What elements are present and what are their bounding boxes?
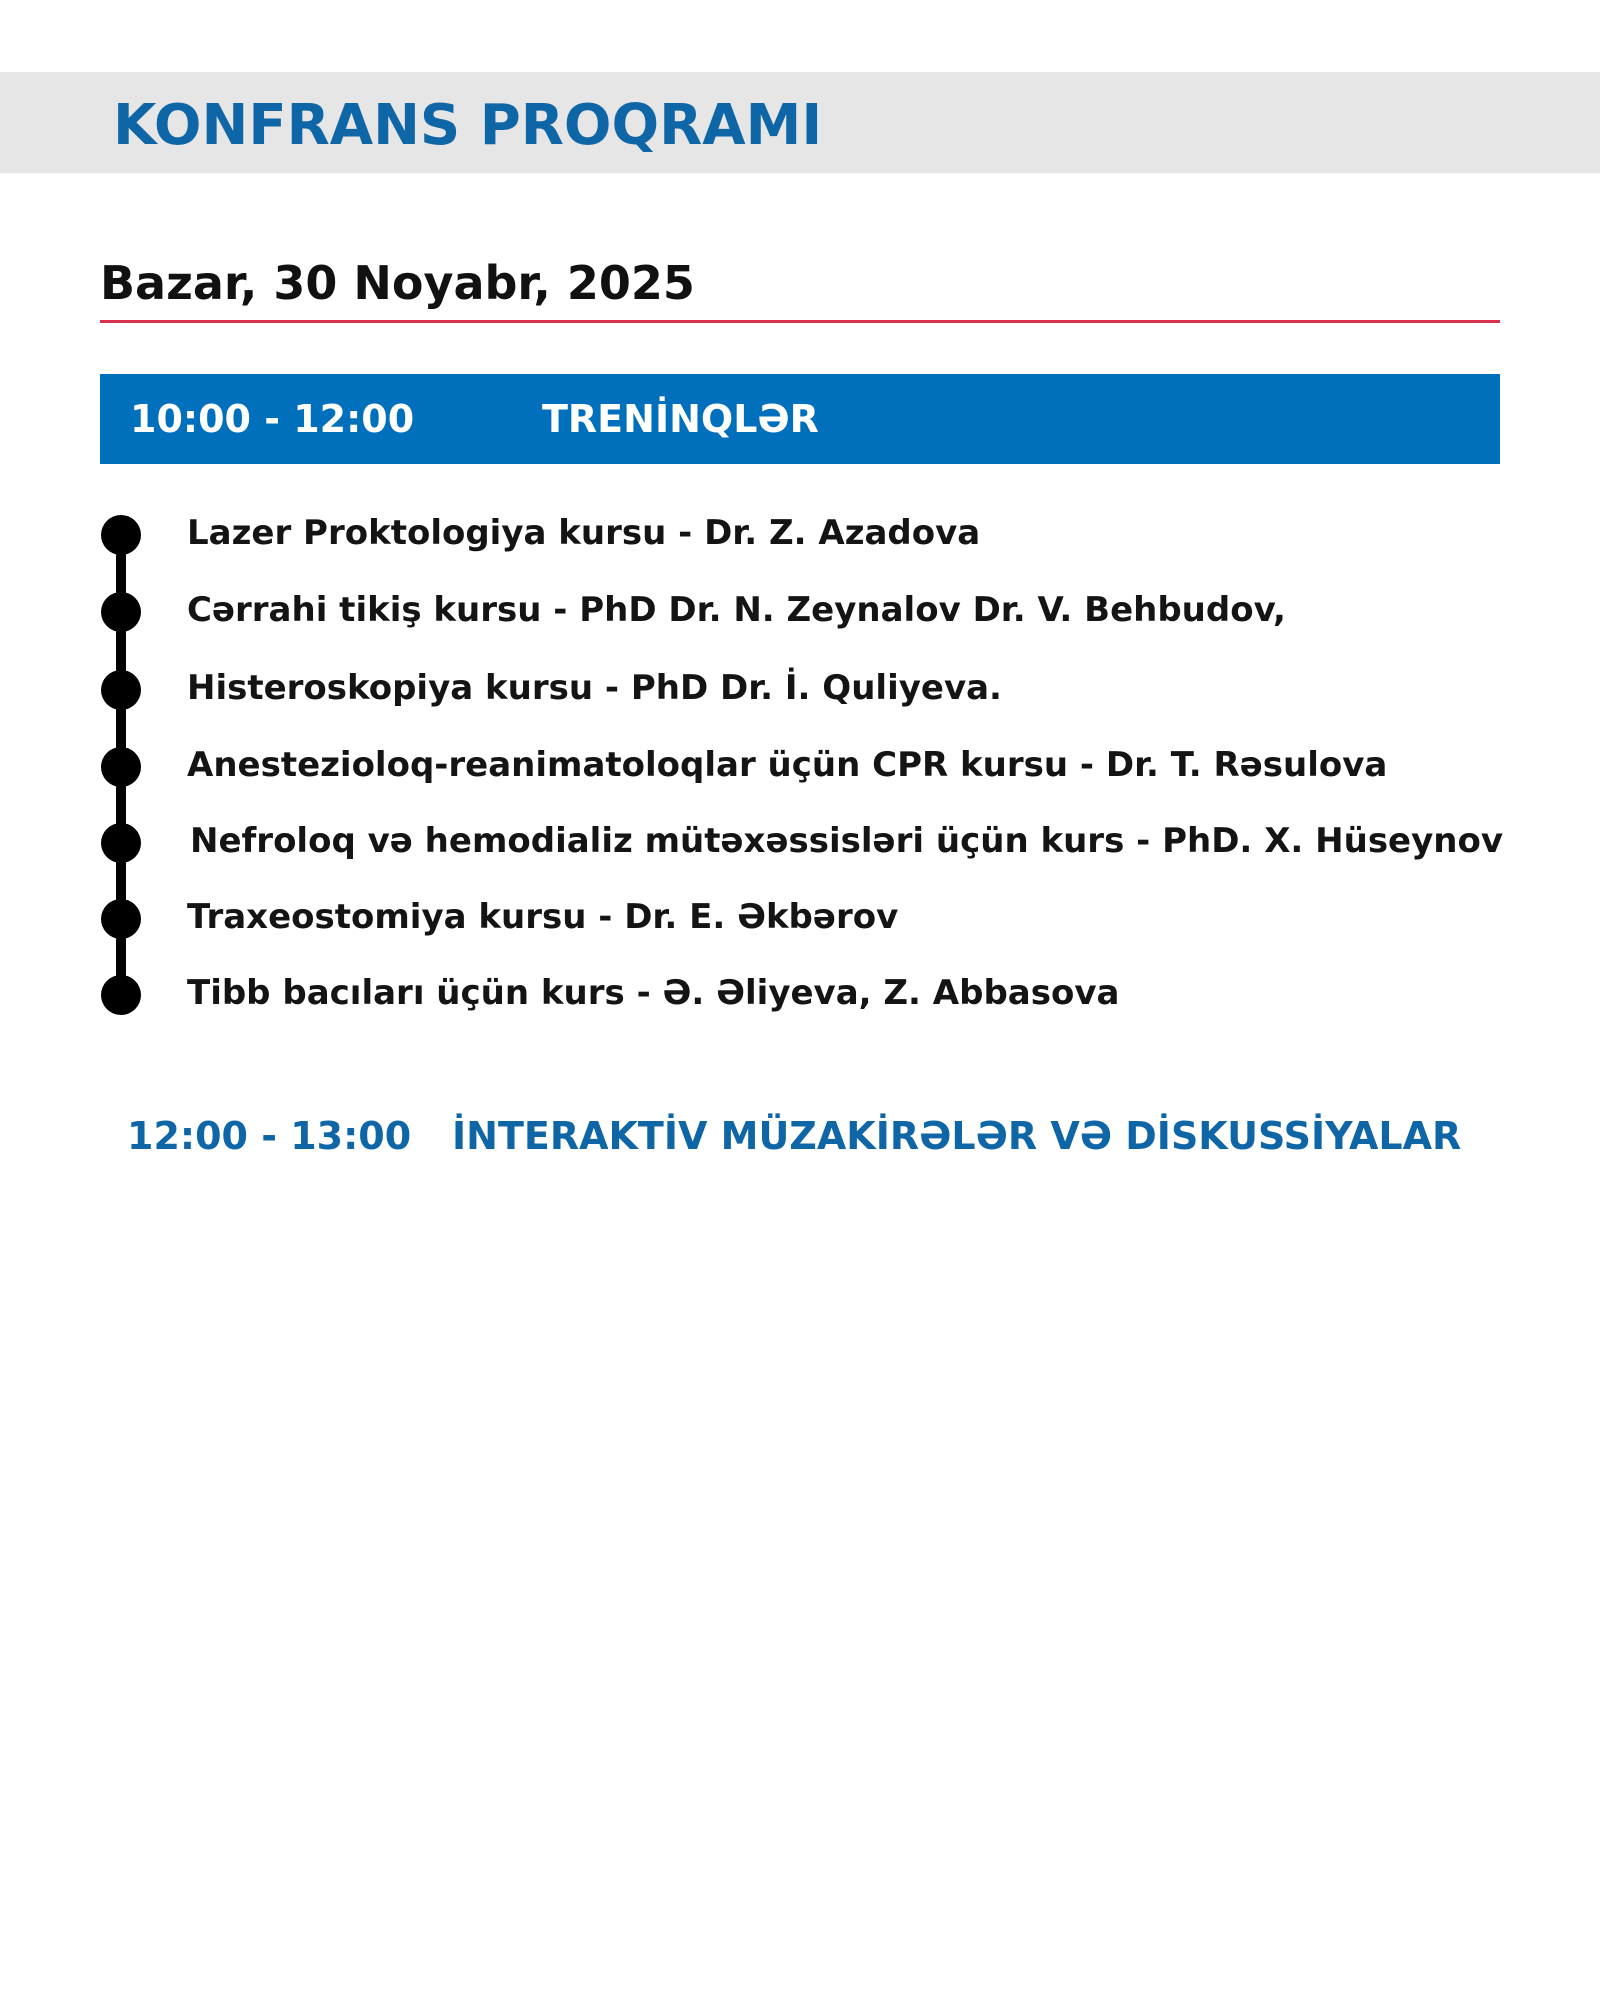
session-title: TRENİNQLƏR — [542, 397, 819, 441]
course-item: Anestezioloq-reanimatoloqlar üçün CPR kursu - Dr. T. Rəsulova — [187, 745, 1388, 785]
date-divider — [100, 320, 1500, 323]
timeline-bullet-icon — [101, 747, 141, 787]
day-date: Bazar, 30 Noyabr, 2025 — [100, 256, 695, 310]
course-item: Tibb bacıları üçün kurs - Ə. Əliyeva, Z. Abbasova — [187, 973, 1120, 1013]
timeline-bullet-icon — [101, 515, 141, 555]
course-item: Nefroloq və hemodializ mütəxəssisləri üçün kurs - PhD. X. Hüseynov — [190, 821, 1504, 861]
session-time: 10:00 - 12:00 — [130, 397, 415, 441]
course-item: Traxeostomiya kursu - Dr. E. Əkbərov — [187, 897, 899, 937]
course-item: Lazer Proktologiya kursu - Dr. Z. Azadova — [187, 513, 981, 553]
session2-time: 12:00 - 13:00 — [127, 1114, 412, 1158]
timeline-bullet-icon — [101, 670, 141, 710]
session-header-trainings — [100, 374, 1500, 464]
course-item: Cərrahi tikiş kursu - PhD Dr. N. Zeynalov Dr. V. Behbudov, — [187, 590, 1286, 630]
course-item: Histeroskopiya kursu - PhD Dr. İ. Quliyeva. — [187, 668, 1002, 708]
page-title: KONFRANS PROQRAMI — [113, 93, 823, 158]
session2-title: İNTERAKTİV MÜZAKİRƏLƏR VƏ DİSKUSSİYALAR — [452, 1114, 1462, 1158]
timeline-bullet-icon — [101, 899, 141, 939]
timeline-line — [116, 530, 126, 995]
timeline-bullet-icon — [101, 823, 141, 863]
timeline-bullet-icon — [101, 975, 141, 1015]
timeline-bullet-icon — [101, 592, 141, 632]
